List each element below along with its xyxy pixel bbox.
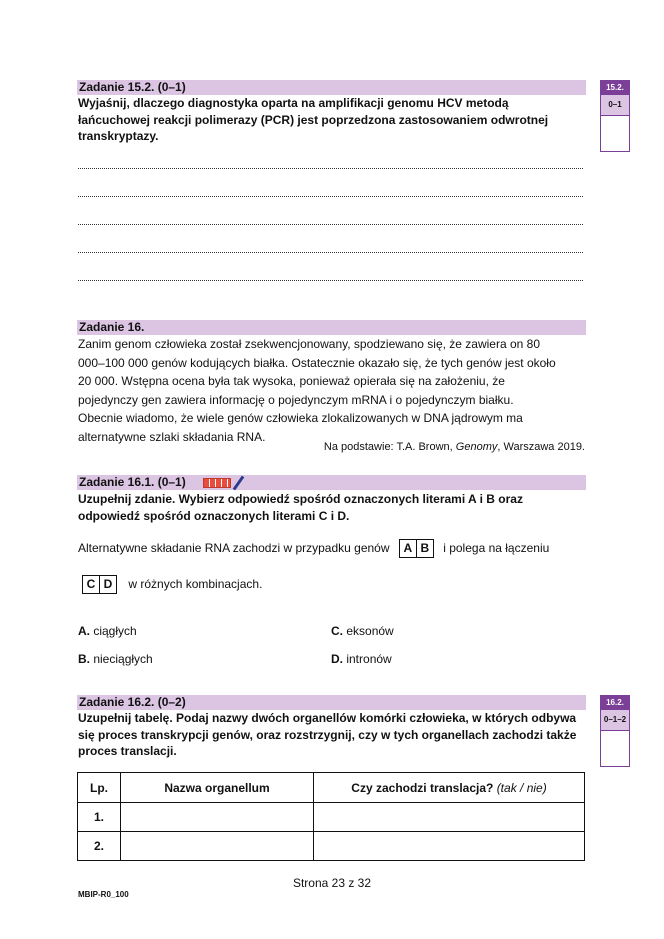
- task-16-2-header: Zadanie 16.2. (0–2): [77, 695, 586, 710]
- answer-line-2[interactable]: [78, 196, 583, 197]
- score-range: 0–1–2: [601, 710, 629, 731]
- col-translation-label: Czy zachodzi translacja?: [351, 780, 497, 795]
- option-d-text: intronów: [346, 652, 392, 666]
- table-row: [78, 803, 585, 832]
- option-c-text: eksonów: [346, 624, 394, 638]
- document-code: MBIP-R0_100: [78, 890, 129, 899]
- organelle-table: [77, 772, 585, 861]
- source-suffix: , Warszawa 2019.: [497, 441, 585, 453]
- source-prefix: Na podstawie: T.A. Brown,: [323, 441, 456, 453]
- translation-input-1[interactable]: [314, 803, 585, 832]
- row-number: 1.: [78, 803, 121, 832]
- option-b-text: nieciągłych: [93, 652, 153, 666]
- col-organelle: Nazwa organellum: [121, 773, 314, 803]
- task-16-body: Zanim genom człowieka został zsekwencjonowany, spodziewano się, że zawiera on 80 000–100 000 genów kodujących białka. Ostatecznie okazało się, że tych genów jest około 20 000. Wstępna ocena była tak wysoka, ponieważ opierała się na założeniu, że pojedynczy gen zawiera informację o pojedynczym mRNA i o pojedynczym białku. Obecnie wiadomo, że wiele genów człowieka zlokalizowanych w DNA jądrowym ma alternatywne szlaki składania RNA.: [78, 337, 556, 444]
- row-number: 2.: [78, 832, 121, 861]
- sentence-part-3: w różnych kombinacjach.: [128, 577, 263, 591]
- choice-b[interactable]: B: [416, 540, 433, 557]
- col-translation-hint: (tak / nie): [496, 780, 547, 795]
- col-lp: Lp.: [78, 773, 121, 803]
- task-16-1-header-text: Zadanie 16.1. (0–1): [79, 475, 186, 490]
- score-id: 15.2.: [601, 81, 629, 95]
- choice-d[interactable]: D: [99, 576, 116, 593]
- page-number: Strona 23 z 32: [292, 876, 372, 890]
- option-b: [78, 650, 153, 669]
- answer-line-4[interactable]: [78, 252, 583, 253]
- sentence-line-1: [78, 539, 549, 558]
- answer-line-3[interactable]: [78, 224, 583, 225]
- choice-a[interactable]: A: [403, 541, 413, 556]
- table-row: [78, 832, 585, 861]
- task-16-source: [324, 441, 585, 453]
- task-15-2-instruction: Wyjaśnij, dlaczego diagnostyka oparta na amplifikacji genomu HCV metodą łańcuchowej reakcji polimerazy (PCR) jest poprzedzona zastosowaniem odwrotnej transkryptazy.: [78, 96, 549, 143]
- keyboard-icon: [203, 478, 231, 488]
- choice-box-ab[interactable]: [399, 539, 434, 558]
- option-a-text: ciągłych: [93, 624, 137, 638]
- option-d: [331, 650, 392, 669]
- col-translation: [314, 773, 585, 803]
- score-box-16-2: [600, 695, 630, 767]
- answer-line-1[interactable]: [78, 168, 583, 169]
- table-header-row: [78, 773, 585, 803]
- option-a-letter: A.: [78, 624, 90, 638]
- source-title: Genomy: [455, 441, 498, 453]
- task-16-1-header: [77, 475, 586, 490]
- score-range: 0–1: [601, 95, 629, 116]
- answer-line-5[interactable]: [78, 280, 583, 281]
- option-b-letter: B.: [78, 652, 90, 666]
- task-16-2-instruction: Uzupełnij tabelę. Podaj nazwy dwóch organellów komórki człowieka, w których odbywa się proces transkrypcji genów, oraz rozstrzygnij, czy w tych organellach zachodzi także proces translacji.: [78, 711, 577, 758]
- option-d-letter: D.: [331, 652, 343, 666]
- sentence-part-1: Alternatywne składanie RNA zachodzi w przypadku genów: [78, 541, 390, 555]
- option-c-letter: C.: [331, 624, 343, 638]
- option-c: [331, 622, 394, 641]
- task-16-1-instruction: Uzupełnij zdanie. Wybierz odpowiedź spośród oznaczonych literami A i B oraz odpowiedź spośród oznaczonych literami C i D.: [78, 492, 523, 523]
- choice-c[interactable]: C: [86, 577, 96, 592]
- score-box-15-2: [600, 80, 630, 152]
- task-16-header: Zadanie 16.: [77, 320, 586, 335]
- translation-input-2[interactable]: [314, 832, 585, 861]
- score-id: 16.2.: [601, 696, 629, 710]
- sentence-line-2: [82, 575, 262, 594]
- sentence-part-2: i polega na łączeniu: [443, 541, 550, 555]
- option-a: [78, 622, 137, 641]
- organelle-input-2[interactable]: [121, 832, 314, 861]
- task-15-2-header: Zadanie 15.2. (0–1): [77, 80, 586, 95]
- organelle-input-1[interactable]: [121, 803, 314, 832]
- pencil-icon: [233, 476, 245, 491]
- choice-box-cd[interactable]: [82, 575, 117, 594]
